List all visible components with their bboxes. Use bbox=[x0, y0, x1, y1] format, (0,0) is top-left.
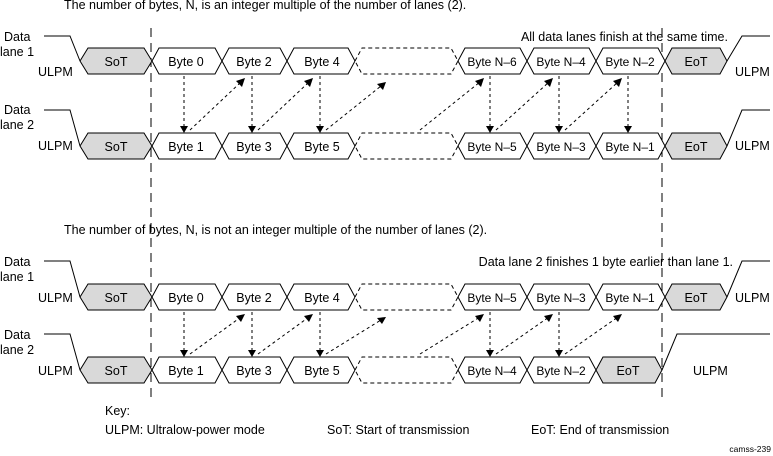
byte-label: Byte 3 bbox=[236, 140, 272, 154]
arrowhead bbox=[555, 126, 563, 133]
key-ulpm: ULPM: Ultralow-power mode bbox=[105, 423, 265, 437]
byte-label: Byte N–2 bbox=[536, 364, 586, 378]
byte-label: Byte 0 bbox=[168, 291, 204, 305]
ulpm-right-label: ULPM bbox=[693, 364, 728, 378]
key-eot: EoT: End of transmission bbox=[531, 423, 670, 437]
arrowhead bbox=[248, 126, 256, 133]
byte-label: Byte 4 bbox=[304, 291, 340, 305]
ulpm-right-label: ULPM bbox=[735, 65, 770, 79]
diagram-1-lane-2 bbox=[0, 103, 770, 159]
arrowhead bbox=[555, 350, 563, 357]
byte-label: Byte 4 bbox=[304, 55, 340, 69]
arrowhead bbox=[544, 314, 553, 322]
sot-label: SoT bbox=[104, 364, 128, 378]
diagonal-arrow bbox=[565, 82, 618, 130]
byte-label: Byte 2 bbox=[236, 291, 272, 305]
arrowhead bbox=[316, 126, 324, 133]
byte-label: Byte 1 bbox=[168, 140, 204, 154]
byte-label: Byte N–1 bbox=[605, 140, 655, 154]
byte-label: Byte N–5 bbox=[467, 291, 517, 305]
diagonal-arrow bbox=[565, 317, 618, 354]
ellipsis-packet bbox=[355, 357, 458, 383]
ulpm-left-label: ULPM bbox=[38, 364, 73, 378]
byte-label: Byte N–6 bbox=[467, 55, 517, 69]
eot-label: EoT bbox=[684, 291, 708, 305]
sot-label: SoT bbox=[104, 140, 128, 154]
diagonal-arrow bbox=[496, 317, 549, 354]
diagonal-arrow bbox=[190, 317, 241, 354]
byte-label: Byte N–2 bbox=[605, 55, 655, 69]
diagonal-arrow bbox=[190, 82, 241, 130]
key-title: Key: bbox=[105, 404, 131, 418]
byte-label: Byte 3 bbox=[236, 364, 272, 378]
arrowhead bbox=[377, 317, 386, 324]
arrowhead bbox=[304, 314, 313, 322]
key-legend bbox=[105, 404, 669, 437]
lane-label-line2: lane 1 bbox=[0, 45, 35, 59]
arrowhead bbox=[377, 82, 386, 90]
lane-label-line1: Data bbox=[4, 328, 31, 342]
byte-label: Byte N–3 bbox=[536, 291, 586, 305]
arrowhead bbox=[304, 78, 313, 87]
ulpm-right-label: ULPM bbox=[735, 291, 770, 305]
byte-label: Byte 0 bbox=[168, 55, 204, 69]
ulpm-right-label: ULPM bbox=[735, 139, 770, 153]
diagonal-arrow bbox=[326, 320, 381, 354]
arrowhead bbox=[236, 314, 245, 322]
lane-label-line1: Data bbox=[4, 255, 31, 269]
diagram-2-caption: The number of bytes, N, is not an integer multiple of the number of lanes (2). bbox=[64, 223, 488, 237]
diagram-2-note: Data lane 2 finishes 1 byte earlier than lane 1. bbox=[478, 255, 733, 269]
ulpm-right-wire bbox=[727, 36, 770, 61]
diagram-1-caption: The number of bytes, N, is an integer multiple of the number of lanes (2). bbox=[64, 0, 467, 12]
byte-label: Byte N–4 bbox=[467, 364, 517, 378]
diagram-1-byte-order-arrows bbox=[180, 76, 632, 133]
byte-label: Byte N–4 bbox=[536, 55, 586, 69]
diagonal-arrow bbox=[420, 82, 480, 130]
ellipsis-packet bbox=[355, 284, 458, 310]
sot-label: SoT bbox=[104, 55, 128, 69]
ulpm-left-label: ULPM bbox=[38, 139, 73, 153]
figure-id: camss-239 bbox=[729, 444, 771, 454]
diagram-1 bbox=[0, 0, 770, 159]
byte-label: Byte 5 bbox=[304, 364, 340, 378]
byte-label: Byte 5 bbox=[304, 140, 340, 154]
eot-label: EoT bbox=[684, 55, 708, 69]
arrowhead bbox=[613, 314, 622, 322]
byte-label: Byte N–3 bbox=[536, 140, 586, 154]
ulpm-left-label: ULPM bbox=[38, 291, 73, 305]
arrowhead bbox=[475, 78, 484, 87]
key-sot: SoT: Start of transmission bbox=[327, 423, 470, 437]
arrowhead bbox=[475, 314, 484, 322]
arrowhead bbox=[248, 350, 256, 357]
arrowhead bbox=[236, 78, 245, 87]
ellipsis-packet bbox=[355, 133, 458, 159]
eot-label: EoT bbox=[684, 140, 708, 154]
diagram-1-note: All data lanes finish at the same time. bbox=[520, 30, 728, 44]
diagram-2-byte-order-arrows bbox=[180, 312, 622, 357]
lane-label-line2: lane 2 bbox=[0, 118, 35, 132]
lane-label-line1: Data bbox=[4, 103, 31, 117]
sot-label: SoT bbox=[104, 291, 128, 305]
arrowhead bbox=[624, 126, 632, 133]
arrowhead bbox=[486, 126, 494, 133]
lane-label-line1: Data bbox=[4, 30, 31, 44]
diagonal-arrow bbox=[420, 317, 480, 354]
ulpm-left-wire bbox=[44, 36, 80, 61]
arrowhead bbox=[180, 350, 188, 357]
arrowhead bbox=[180, 126, 188, 133]
arrowhead bbox=[486, 350, 494, 357]
ulpm-left-label: ULPM bbox=[38, 65, 73, 79]
byte-label: Byte N–1 bbox=[605, 291, 655, 305]
lane-label-line2: lane 2 bbox=[0, 343, 35, 357]
diagram-2-lane-2 bbox=[0, 328, 770, 383]
byte-label: Byte 1 bbox=[168, 364, 204, 378]
diagonal-arrow bbox=[258, 82, 309, 130]
byte-label: Byte N–5 bbox=[467, 140, 517, 154]
diagram-2 bbox=[0, 223, 770, 383]
diagonal-arrow bbox=[326, 86, 381, 130]
arrowhead bbox=[316, 350, 324, 357]
diagonal-arrow bbox=[258, 317, 309, 354]
ellipsis-packet bbox=[355, 48, 458, 74]
diagonal-arrow bbox=[496, 82, 549, 130]
byte-label: Byte 2 bbox=[236, 55, 272, 69]
eot-label: EoT bbox=[616, 364, 640, 378]
lane-label-line2: lane 1 bbox=[0, 270, 35, 284]
